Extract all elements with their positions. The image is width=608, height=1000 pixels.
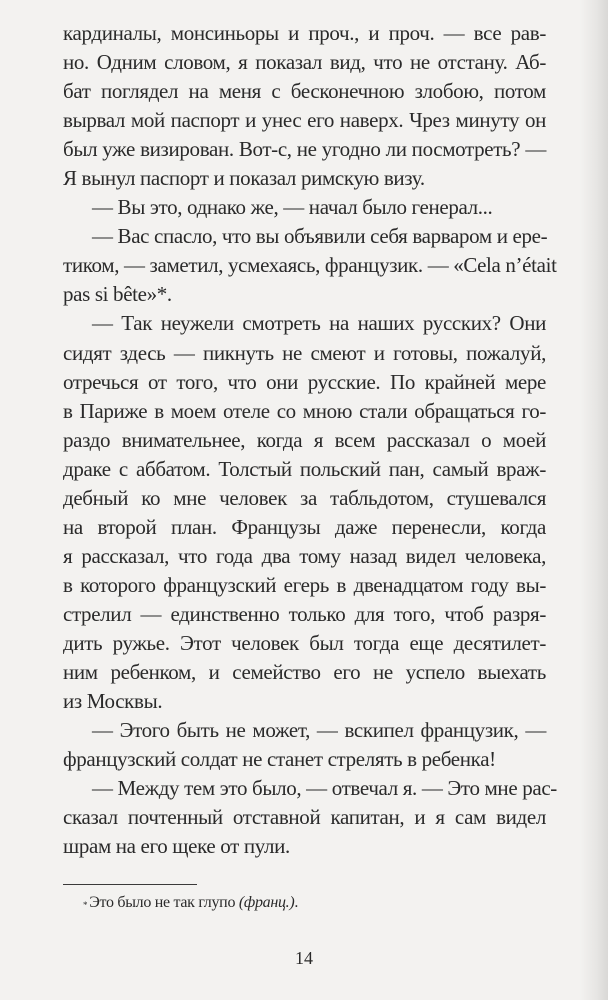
text-line: в которого французский егерь в двенадцатом году вы-: [63, 572, 546, 597]
footnote: [83, 892, 298, 914]
text-line: — Этого быть не может, — вскипел французик, —: [92, 718, 546, 743]
text-line: но. Одним словом, я показал вид, что не отстану. Аб-: [63, 50, 546, 75]
text-line: — Вы это, однако же, — начал было генерал...: [92, 195, 493, 220]
text-line: французский солдат не станет стрелять в ребенка!: [63, 747, 496, 772]
text-line: тиком, — заметил, усмехаясь, французик. — «Cela n’était: [63, 253, 557, 278]
text-line: стрелил — единственно только для того, чтоб разря-: [63, 601, 546, 626]
text-line: Я вынул паспорт и показал римскую визу.: [63, 166, 425, 191]
footnote-separator: [63, 884, 197, 885]
text-line: шрам на его щеке от пули.: [63, 834, 290, 859]
text-line: — Так неужели смотреть на наших русских? Они: [92, 311, 546, 336]
text-line: драке с аббатом. Толстый польский пан, самый враж-: [63, 456, 546, 481]
text-line: на второй план. Французы даже перенесли, когда: [63, 514, 546, 539]
text-line: из Москвы.: [63, 689, 163, 714]
text-line: — Между тем это было, — отвечал я. — Это мне рас-: [92, 776, 557, 801]
page-edge-shadow: [580, 0, 608, 1000]
footnote-text: Это было не так глупо: [89, 894, 239, 911]
text-line: отречься от того, что они русские. По крайней мере: [63, 369, 546, 394]
page-number: 14: [295, 948, 313, 968]
text-line: pas si bête»*.: [63, 282, 172, 307]
text-line: раздо внимательнее, когда я всем рассказал о моей: [63, 427, 546, 452]
footnote-language-note: (франц.): [238, 894, 295, 911]
main-text-block: [63, 19, 557, 861]
text-line: — Вас спасло, что вы объявили себя варваром и ере-: [92, 224, 548, 249]
text-line: дебный ко мне человек за табльдотом, стушевался: [63, 485, 546, 510]
text-line: в Париже в моем отеле со мною стали обращаться го-: [63, 398, 546, 423]
text-line: дить ружье. Этот человек был тогда еще десятилет-: [63, 630, 546, 655]
text-line: я рассказал, что года два тому назад видел человека,: [63, 543, 546, 568]
text-line: сказал почтенный отставной капитан, и я сам видел: [63, 805, 546, 830]
text-line: сидят здесь — пикнуть не смеют и готовы, пожалуй,: [63, 340, 546, 365]
footnote-marker: *: [83, 900, 88, 910]
text-line: был уже визирован. Вот-с, не угодно ли посмотреть? —: [63, 137, 546, 162]
footnote-end: .: [294, 894, 299, 911]
text-line: вырвал мой паспорт и унес его наверх. Чрез минуту он: [63, 108, 546, 133]
text-line: кардиналы, монсиньоры и проч., и проч. — все рав-: [63, 21, 546, 45]
text-line: бат поглядел на меня с бесконечною злобою, потом: [63, 79, 546, 104]
text-line: ним ребенком, и семейство его не успело выехать: [63, 660, 546, 685]
